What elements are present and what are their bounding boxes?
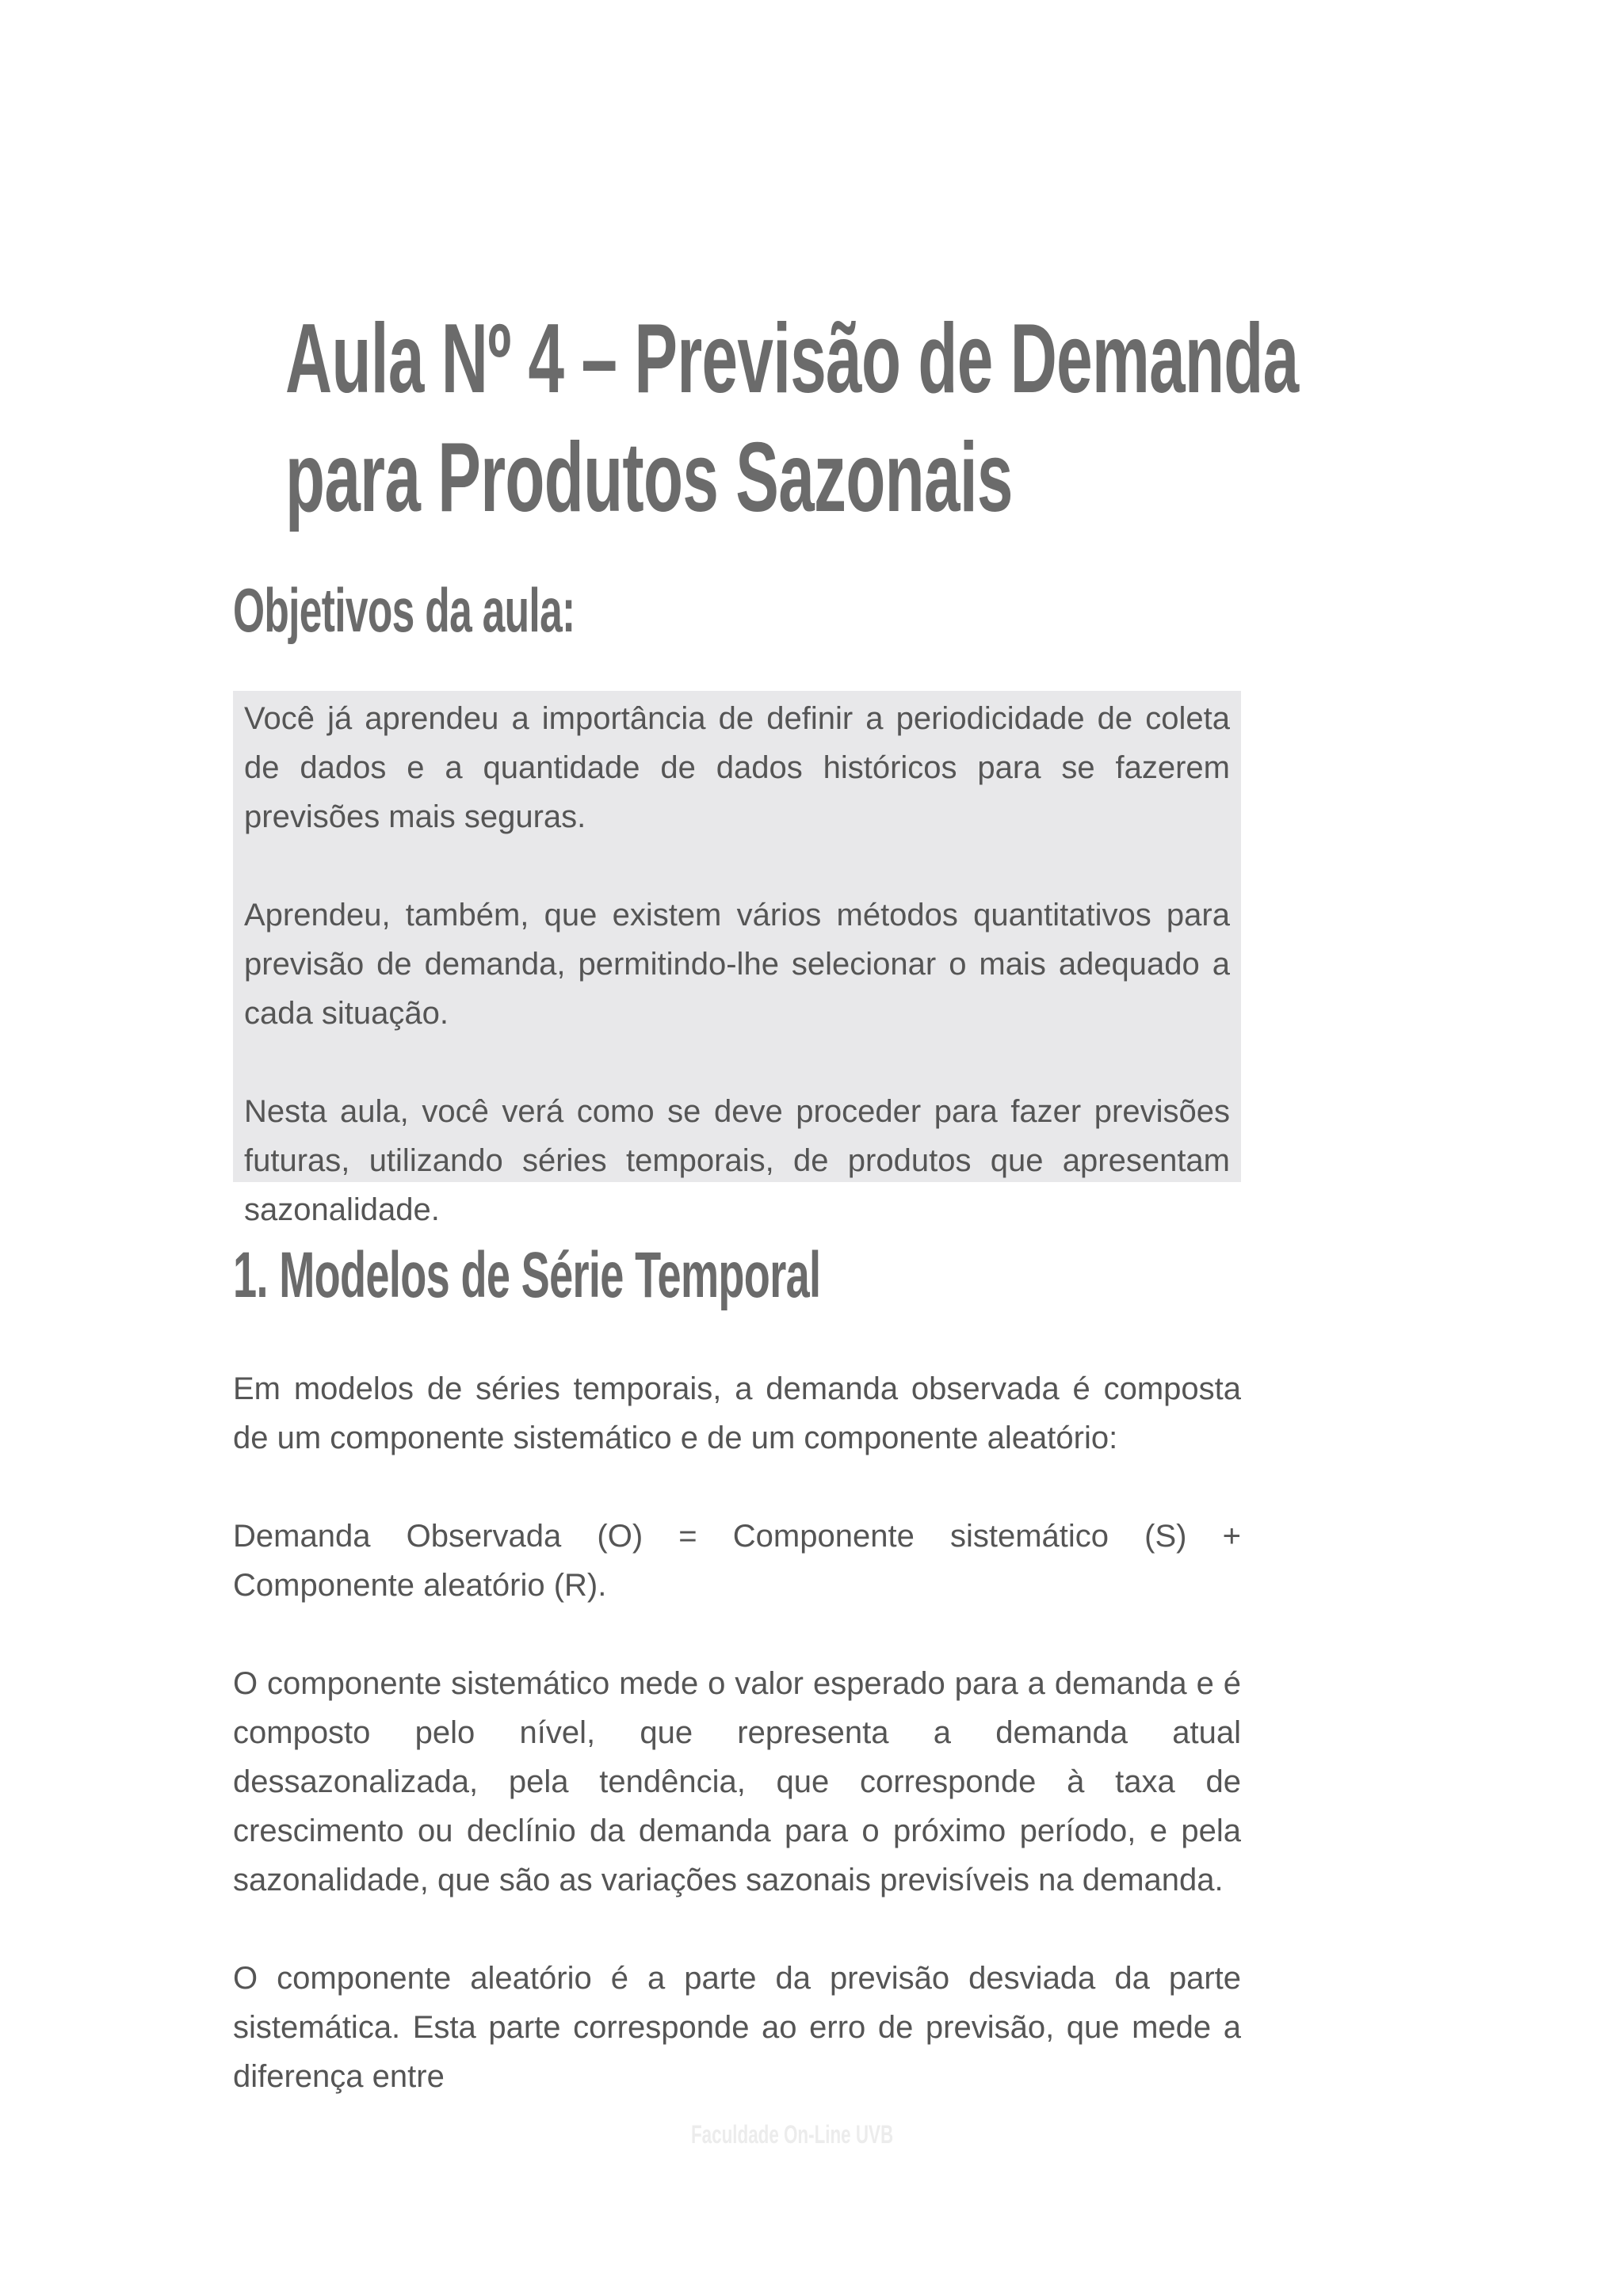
section-paragraph-4: O componente aleatório é a parte da previsão desviada da parte sistemática. Esta parte corresponde ao erro de previsão, que mede a diferença entre — [233, 1961, 1241, 2094]
lesson-title-line-2: para Produtos Sazonais — [285, 423, 1013, 532]
footer-watermark: Faculdade On-Line UVB — [691, 2120, 894, 2149]
objectives-paragraph-3: Nesta aula, você verá como se deve proceder para fazer previsões futuras, utilizando séries temporais, de produtos que apresentam sazonalidade. — [244, 1094, 1230, 1227]
section-paragraph-2: Demanda Observada (O) = Componente sistemático (S) + Componente aleatório (R). — [233, 1519, 1241, 1603]
lesson-title — [285, 299, 1298, 537]
objectives-paragraph-1: Você já aprendeu a importância de definir a periodicidade de coleta de dados e a quantidade de dados históricos para se fazerem previsões mais seguras. — [244, 701, 1230, 834]
lesson-title-line-1: Aula Nº 4 – Previsão de Demanda — [285, 304, 1299, 414]
objectives-heading: Objetivos da aula: — [233, 575, 575, 645]
section-paragraph-3: O componente sistemático mede o valor esperado para a demanda e é composto pelo nível, que representa a demanda atual dessazonalizada, pela tendência, que corresponde à taxa de crescimento ou declínio da demanda para o próximo período, e pela sazonalidade, que são as variações sazonais previsíveis na demanda. — [233, 1666, 1241, 1897]
section-body — [233, 1364, 1241, 2150]
objectives-paragraph-2: Aprendeu, também, que existem vários métodos quantitativos para previsão de demanda, permitindo-lhe selecionar o mais adequado a cada situação. — [244, 898, 1230, 1031]
section-paragraph-1: Em modelos de séries temporais, a demanda observada é composta de um componente sistemático e de um componente aleatório: — [233, 1371, 1241, 1455]
section-heading: 1. Modelos de Série Temporal — [233, 1239, 821, 1311]
objectives-box — [233, 691, 1241, 1227]
